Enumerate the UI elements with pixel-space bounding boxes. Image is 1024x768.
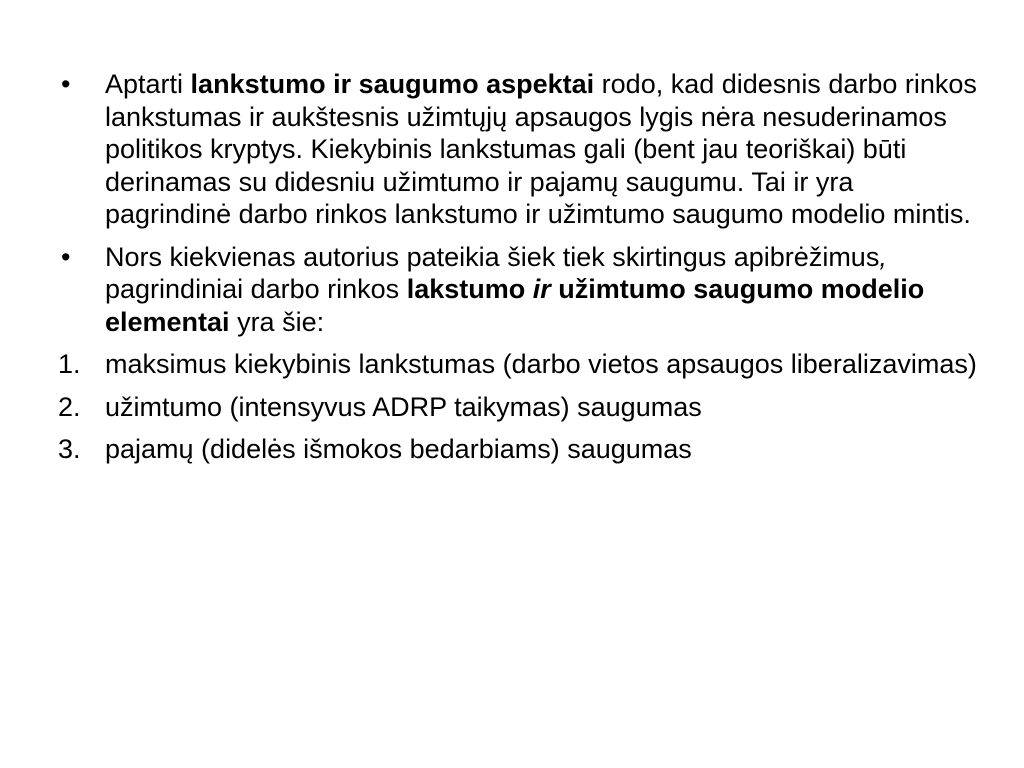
bold-italic-word: ir — [532, 274, 551, 304]
numbered-text-3: pajamų (didelės išmokos bedarbiams) saugumas — [105, 434, 692, 464]
italic-comma: , — [879, 241, 887, 272]
bullet-marker: • — [61, 241, 71, 272]
text-segment: rodo, kad didesnis darbo rinkos lankstumas ir aukštesnis užimtųjų apsaugos lygis nėra nesuderinamos politikos kryptys. Kiekybinis lankstumas gali (bent jau teoriškai) būti derinamas su didesniu užimtumo ir pajamų saugumu. Tai ir yra pagrindinė darbo rinkos lankstumo ir užimtumo saugumo modelio mintis. — [105, 69, 977, 229]
number-marker: 3. — [58, 434, 81, 464]
numbered-text-2: užimtumo (intensyvus ADRP taikymas) saugumas — [105, 391, 702, 422]
bullet-marker: • — [61, 69, 71, 99]
numbered-item-3 — [58, 433, 978, 466]
bold-phrase: lakstumo — [406, 274, 533, 304]
bold-phrase: užimtumo saugumo modelio elementai — [105, 274, 925, 337]
bullet-text-2 — [105, 241, 978, 339]
text-segment: Nors kiekvienas autorius pateikia šiek tiek skirtingus apibrėžimus — [105, 241, 880, 272]
bullet-item-2 — [58, 241, 978, 339]
number-marker: 2. — [58, 391, 81, 422]
bullet-item-1 — [58, 68, 978, 231]
numbered-item-1 — [58, 348, 978, 381]
text-segment: yra šie: — [229, 306, 325, 337]
bold-phrase: lankstumo ir saugumo aspektai — [190, 69, 595, 99]
bullet-text-1 — [105, 68, 978, 231]
number-marker: 1. — [58, 349, 81, 379]
text-segment: Aptarti — [105, 69, 191, 99]
numbered-text-1: maksimus kiekybinis lankstumas (darbo vietos apsaugos liberalizavimas) — [105, 349, 977, 379]
slide-content — [58, 68, 978, 476]
text-segment: pagrindiniai darbo rinkos — [105, 274, 407, 304]
numbered-item-2 — [58, 391, 978, 424]
